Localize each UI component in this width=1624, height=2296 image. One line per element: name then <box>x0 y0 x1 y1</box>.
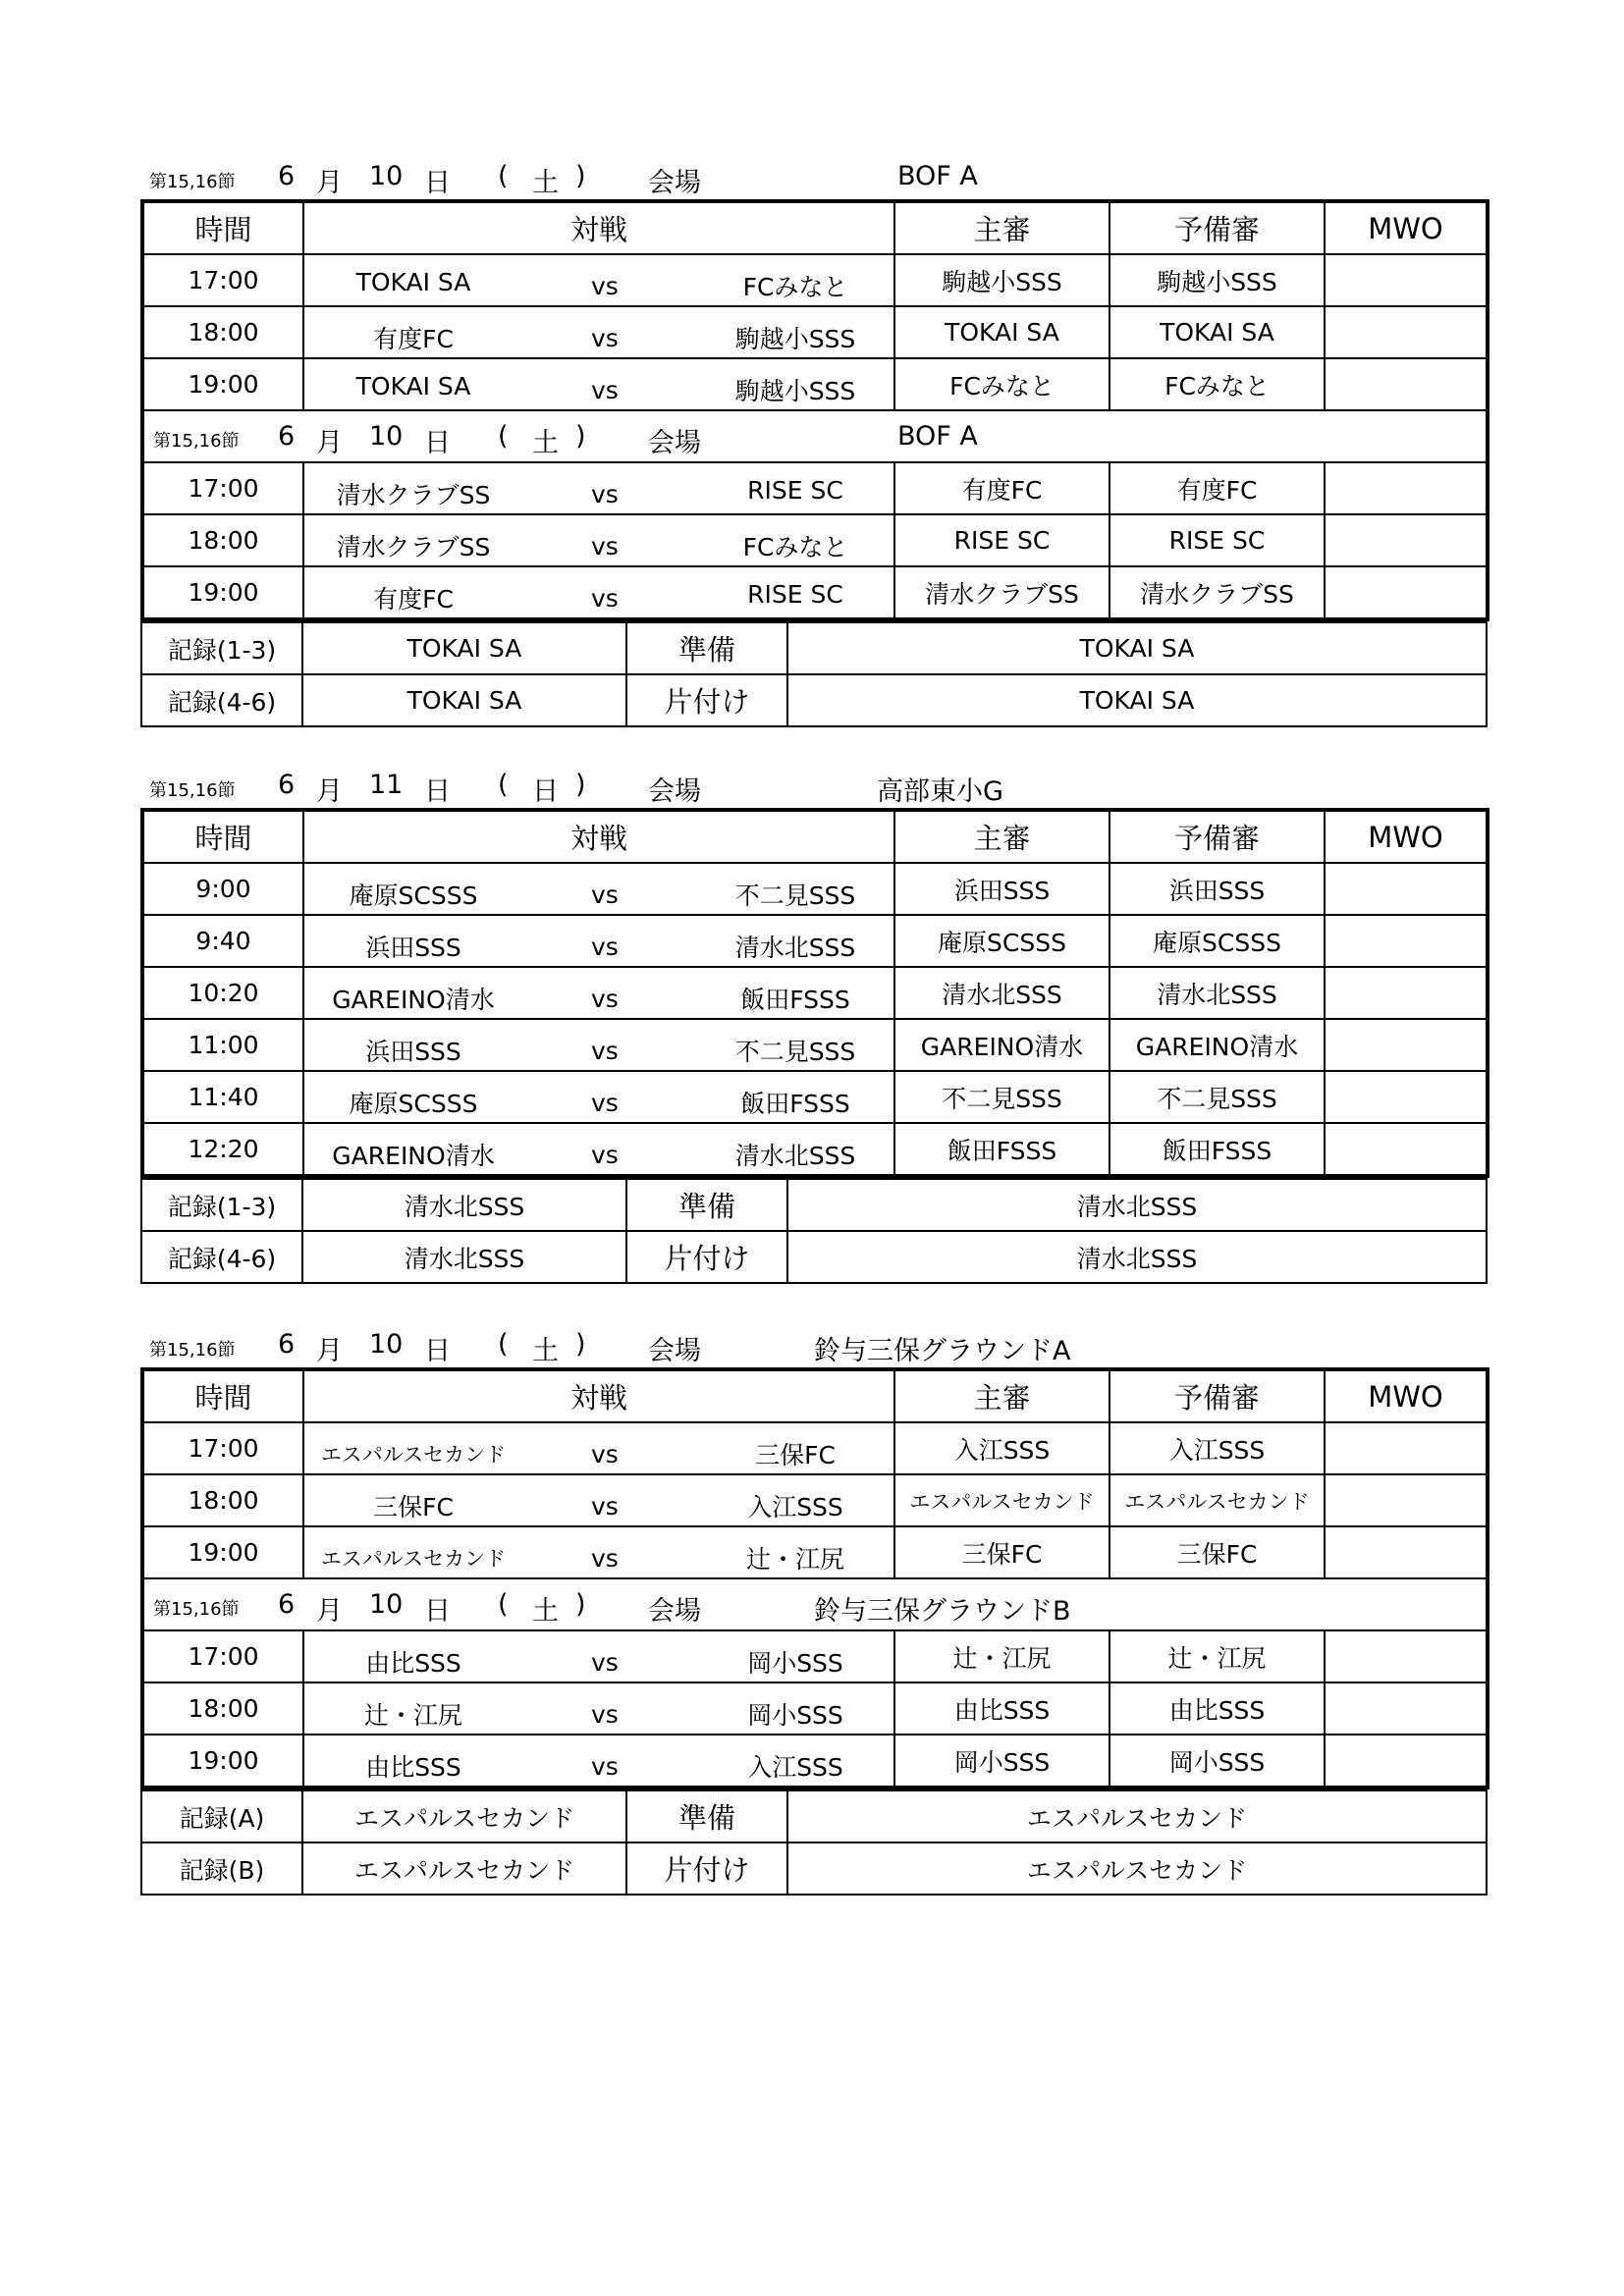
header-day: 10 <box>369 421 404 452</box>
mwo-cell <box>1325 1630 1488 1682</box>
day-word: 日 <box>424 1596 451 1627</box>
table-row <box>142 358 1488 410</box>
home-team: 清水クラブSS <box>336 481 491 509</box>
schedule-block-suzuyo <box>140 1325 1486 1896</box>
vs-label: vs <box>591 1544 619 1573</box>
record-row <box>141 1231 1487 1283</box>
reserve-cell: 入江SSS <box>1110 1422 1325 1474</box>
col-match: 対戦 <box>303 810 894 863</box>
day-word: 日 <box>424 168 451 198</box>
header-day: 10 <box>369 1329 404 1360</box>
table-row <box>142 1474 1488 1526</box>
table-row <box>142 1735 1488 1788</box>
match-time: 18:00 <box>142 306 303 358</box>
match-time: 19:00 <box>142 1526 303 1578</box>
sub-header-row <box>142 1578 1488 1630</box>
home-team: 清水クラブSS <box>336 533 491 561</box>
mwo-cell <box>1325 1682 1488 1735</box>
match-time: 19:00 <box>142 1735 303 1788</box>
reserve-cell: 飯田FSSS <box>1110 1123 1325 1176</box>
vs-label: vs <box>591 376 619 404</box>
sub-header-cell <box>142 410 1488 462</box>
table-row <box>142 967 1488 1019</box>
home-team: 辻・江尻 <box>363 1701 462 1730</box>
paren-open: ( <box>498 1589 509 1620</box>
home-team: 三保FC <box>373 1493 454 1522</box>
paren-close: ) <box>575 1329 586 1360</box>
home-team: TOKAI SA <box>355 268 471 296</box>
paren-open: ( <box>498 770 509 800</box>
record-table <box>140 1789 1488 1896</box>
col-time: 時間 <box>142 810 303 863</box>
reserve-cell: TOKAI SA <box>1110 306 1325 358</box>
col-mwo: MWO <box>1325 201 1488 254</box>
reserve-cell: エスパルスセカンド <box>1110 1474 1325 1526</box>
home-team: 浜田SSS <box>365 1038 461 1066</box>
match-cell <box>303 1422 894 1474</box>
header-month: 6 <box>278 421 296 452</box>
referee-cell: 由比SSS <box>894 1682 1110 1735</box>
vs-label: vs <box>591 881 619 909</box>
match-time: 9:40 <box>142 915 303 967</box>
prep-team: エスパルスセカンド <box>787 1790 1487 1842</box>
record-label: 記録(B) <box>141 1842 302 1895</box>
cleanup-label: 片付け <box>626 674 787 726</box>
referee-cell: 飯田FSSS <box>894 1123 1110 1176</box>
record-team: エスパルスセカンド <box>302 1790 626 1842</box>
col-time: 時間 <box>142 201 303 254</box>
reserve-cell: RISE SC <box>1110 514 1325 566</box>
mwo-cell <box>1325 514 1488 566</box>
vs-label: vs <box>591 324 619 352</box>
home-team: GAREINO清水 <box>332 986 495 1014</box>
col-time: 時間 <box>142 1369 303 1422</box>
section-label: 第15,16節 <box>149 780 236 801</box>
paren-close: ) <box>575 421 586 452</box>
header-weekday: 土 <box>532 428 559 458</box>
match-table <box>140 808 1489 1178</box>
col-mwo: MWO <box>1325 810 1488 863</box>
mwo-cell <box>1325 1422 1488 1474</box>
record-table <box>140 621 1488 727</box>
mwo-cell <box>1325 967 1488 1019</box>
sub-header-cell <box>142 1578 1488 1630</box>
section-label: 第15,16節 <box>153 1599 240 1620</box>
block-header <box>140 766 1486 808</box>
record-label: 記録(4-6) <box>141 1231 302 1283</box>
header-venue: 鈴与三保グラウンドB <box>814 1596 1071 1627</box>
referee-cell: 入江SSS <box>894 1422 1110 1474</box>
mwo-cell <box>1325 358 1488 410</box>
reserve-cell: 清水北SSS <box>1110 967 1325 1019</box>
table-row <box>142 462 1488 514</box>
cleanup-team: TOKAI SA <box>787 674 1487 726</box>
home-team: 由比SSS <box>365 1753 461 1782</box>
header-month: 6 <box>278 1589 296 1620</box>
referee-cell: FCみなと <box>894 358 1110 410</box>
match-time: 10:20 <box>142 967 303 1019</box>
header-day: 10 <box>369 1589 404 1620</box>
table-row <box>142 1422 1488 1474</box>
schedule-block-takabe <box>140 766 1486 1284</box>
col-reserve: 予備審 <box>1110 201 1325 254</box>
referee-cell: エスパルスセカンド <box>894 1474 1110 1526</box>
referee-cell: GAREINO清水 <box>894 1019 1110 1071</box>
match-cell <box>303 967 894 1019</box>
match-table <box>140 199 1489 621</box>
match-time: 18:00 <box>142 1474 303 1526</box>
mwo-cell <box>1325 1526 1488 1578</box>
month-word: 月 <box>316 428 343 458</box>
home-team: 庵原SCSSS <box>349 881 478 910</box>
column-header-row <box>142 1369 1488 1422</box>
home-team: GAREINO清水 <box>332 1142 495 1170</box>
vs-label: vs <box>591 1141 619 1169</box>
prep-label: 準備 <box>626 1179 787 1231</box>
away-team: 三保FC <box>755 1441 836 1469</box>
vs-label: vs <box>591 933 619 961</box>
sub-header-row <box>142 410 1488 462</box>
mwo-cell <box>1325 1474 1488 1526</box>
match-time: 17:00 <box>142 1422 303 1474</box>
away-team: 飯田FSSS <box>740 986 850 1014</box>
home-team: エスパルスセカンド <box>320 1547 507 1571</box>
away-team: RISE SC <box>747 580 843 609</box>
away-team: FCみなと <box>742 533 848 561</box>
away-team: 駒越小SSS <box>734 377 856 405</box>
record-team: TOKAI SA <box>302 674 626 726</box>
match-cell <box>303 462 894 514</box>
away-team: 清水北SSS <box>734 934 856 962</box>
match-time: 12:20 <box>142 1123 303 1176</box>
prep-team: 清水北SSS <box>787 1179 1487 1231</box>
referee-cell: 清水クラブSS <box>894 566 1110 619</box>
away-team: 飯田FSSS <box>740 1090 850 1118</box>
cleanup-label: 片付け <box>626 1231 787 1283</box>
reserve-cell: 由比SSS <box>1110 1682 1325 1735</box>
col-referee: 主審 <box>894 1369 1110 1422</box>
table-row <box>142 1630 1488 1682</box>
match-cell <box>303 1735 894 1788</box>
referee-cell: RISE SC <box>894 514 1110 566</box>
match-time: 17:00 <box>142 254 303 306</box>
vs-label: vs <box>591 1440 619 1468</box>
away-team: 不二見SSS <box>734 1038 856 1066</box>
home-team: 有度FC <box>373 585 454 614</box>
record-row <box>141 622 1487 674</box>
mwo-cell <box>1325 1019 1488 1071</box>
day-word: 日 <box>424 1336 451 1366</box>
record-team: 清水北SSS <box>302 1179 626 1231</box>
away-team: FCみなと <box>742 273 848 301</box>
mwo-cell <box>1325 306 1488 358</box>
col-match: 対戦 <box>303 1369 894 1422</box>
record-table <box>140 1178 1488 1284</box>
table-row <box>142 1019 1488 1071</box>
reserve-cell: 駒越小SSS <box>1110 254 1325 306</box>
home-team: 庵原SCSSS <box>349 1090 478 1118</box>
mwo-cell <box>1325 462 1488 514</box>
paren-close: ) <box>575 770 586 800</box>
away-team: 入江SSS <box>747 1493 843 1522</box>
col-referee: 主審 <box>894 201 1110 254</box>
home-team: 由比SSS <box>365 1649 461 1678</box>
table-row <box>142 254 1488 306</box>
header-month: 6 <box>278 1329 296 1360</box>
match-cell <box>303 863 894 915</box>
table-row <box>142 514 1488 566</box>
mwo-cell <box>1325 254 1488 306</box>
record-team: エスパルスセカンド <box>302 1842 626 1895</box>
away-team: 入江SSS <box>747 1753 843 1782</box>
match-cell <box>303 358 894 410</box>
away-team: 駒越小SSS <box>734 325 856 353</box>
vs-label: vs <box>591 1089 619 1117</box>
vs-label: vs <box>591 1700 619 1729</box>
col-referee: 主審 <box>894 810 1110 863</box>
record-team: TOKAI SA <box>302 622 626 674</box>
reserve-cell: 浜田SSS <box>1110 863 1325 915</box>
match-time: 17:00 <box>142 462 303 514</box>
vs-label: vs <box>591 1752 619 1781</box>
prep-team: TOKAI SA <box>787 622 1487 674</box>
month-word: 月 <box>316 1596 343 1627</box>
referee-cell: 辻・江尻 <box>894 1630 1110 1682</box>
header-month: 6 <box>278 161 296 191</box>
record-label: 記録(4-6) <box>141 674 302 726</box>
paren-close: ) <box>575 1589 586 1620</box>
mwo-cell <box>1325 1735 1488 1788</box>
paren-open: ( <box>498 1329 509 1360</box>
mwo-cell <box>1325 1123 1488 1176</box>
venue-word: 会場 <box>648 776 701 807</box>
match-time: 11:40 <box>142 1071 303 1123</box>
table-row <box>142 306 1488 358</box>
reserve-cell: 岡小SSS <box>1110 1735 1325 1788</box>
match-time: 19:00 <box>142 358 303 410</box>
table-row <box>142 566 1488 619</box>
paren-close: ) <box>575 161 586 191</box>
record-row <box>141 1179 1487 1231</box>
header-venue: 高部東小G <box>877 776 1003 807</box>
day-word: 日 <box>424 428 451 458</box>
record-label: 記録(1-3) <box>141 1179 302 1231</box>
vs-label: vs <box>591 272 619 300</box>
table-row <box>142 863 1488 915</box>
venue-word: 会場 <box>648 168 701 198</box>
referee-cell: 不二見SSS <box>894 1071 1110 1123</box>
match-cell <box>303 1123 894 1176</box>
vs-label: vs <box>591 584 619 613</box>
header-venue: BOF A <box>897 161 978 191</box>
table-row <box>142 1123 1488 1176</box>
cleanup-label: 片付け <box>626 1842 787 1895</box>
match-cell <box>303 514 894 566</box>
reserve-cell: 庵原SCSSS <box>1110 915 1325 967</box>
paren-open: ( <box>498 161 509 191</box>
match-cell <box>303 306 894 358</box>
referee-cell: 有度FC <box>894 462 1110 514</box>
col-reserve: 予備審 <box>1110 810 1325 863</box>
header-day: 10 <box>369 161 404 191</box>
referee-cell: 三保FC <box>894 1526 1110 1578</box>
block-header <box>140 1325 1486 1367</box>
reserve-cell: 不二見SSS <box>1110 1071 1325 1123</box>
match-cell <box>303 566 894 619</box>
record-label: 記録(A) <box>141 1790 302 1842</box>
record-row <box>141 1790 1487 1842</box>
record-team: 清水北SSS <box>302 1231 626 1283</box>
match-cell <box>303 254 894 306</box>
referee-cell: 清水北SSS <box>894 967 1110 1019</box>
schedule-block-bof <box>140 157 1486 727</box>
match-time: 18:00 <box>142 1682 303 1735</box>
section-label: 第15,16節 <box>149 1340 236 1361</box>
vs-label: vs <box>591 1037 619 1065</box>
away-team: 岡小SSS <box>747 1649 843 1678</box>
month-word: 月 <box>316 168 343 198</box>
venue-word: 会場 <box>648 1596 701 1627</box>
month-word: 月 <box>316 1336 343 1366</box>
reserve-cell: 清水クラブSS <box>1110 566 1325 619</box>
reserve-cell: 辻・江尻 <box>1110 1630 1325 1682</box>
record-row <box>141 1842 1487 1895</box>
vs-label: vs <box>591 480 619 508</box>
header-weekday: 日 <box>532 776 559 807</box>
away-team: 岡小SSS <box>747 1701 843 1730</box>
match-time: 19:00 <box>142 566 303 619</box>
header-weekday: 土 <box>532 1336 559 1366</box>
match-cell <box>303 1019 894 1071</box>
paren-open: ( <box>498 421 509 452</box>
day-word: 日 <box>424 776 451 807</box>
match-time: 18:00 <box>142 514 303 566</box>
home-team: 有度FC <box>373 325 454 353</box>
away-team: 辻・江尻 <box>745 1545 844 1574</box>
match-cell <box>303 1071 894 1123</box>
cleanup-team: 清水北SSS <box>787 1231 1487 1283</box>
header-day: 11 <box>369 770 404 800</box>
vs-label: vs <box>591 532 619 561</box>
table-row <box>142 1071 1488 1123</box>
match-time: 9:00 <box>142 863 303 915</box>
table-row <box>142 1526 1488 1578</box>
mwo-cell <box>1325 566 1488 619</box>
home-team: エスパルスセカンド <box>320 1443 507 1467</box>
venue-word: 会場 <box>648 428 701 458</box>
header-venue: 鈴与三保グラウンドA <box>814 1336 1071 1366</box>
reserve-cell: FCみなと <box>1110 358 1325 410</box>
header-month: 6 <box>278 770 296 800</box>
header-weekday: 土 <box>532 168 559 198</box>
record-label: 記録(1-3) <box>141 622 302 674</box>
match-cell <box>303 915 894 967</box>
reserve-cell: GAREINO清水 <box>1110 1019 1325 1071</box>
col-match: 対戦 <box>303 201 894 254</box>
record-row <box>141 674 1487 726</box>
col-reserve: 予備審 <box>1110 1369 1325 1422</box>
vs-label: vs <box>591 1492 619 1521</box>
table-row <box>142 1682 1488 1735</box>
mwo-cell <box>1325 915 1488 967</box>
column-header-row <box>142 810 1488 863</box>
table-row <box>142 915 1488 967</box>
away-team: RISE SC <box>747 476 843 505</box>
month-word: 月 <box>316 776 343 807</box>
away-team: 不二見SSS <box>734 881 856 910</box>
column-header-row <box>142 201 1488 254</box>
reserve-cell: 三保FC <box>1110 1526 1325 1578</box>
mwo-cell <box>1325 863 1488 915</box>
block-header <box>140 157 1486 199</box>
referee-cell: 岡小SSS <box>894 1735 1110 1788</box>
home-team: TOKAI SA <box>355 372 471 400</box>
referee-cell: 浜田SSS <box>894 863 1110 915</box>
section-label: 第15,16節 <box>153 431 240 452</box>
venue-word: 会場 <box>648 1336 701 1366</box>
referee-cell: 駒越小SSS <box>894 254 1110 306</box>
home-team: 浜田SSS <box>365 934 461 962</box>
vs-label: vs <box>591 1648 619 1677</box>
reserve-cell: 有度FC <box>1110 462 1325 514</box>
header-venue: BOF A <box>897 421 978 452</box>
cleanup-team: エスパルスセカンド <box>787 1842 1487 1895</box>
col-mwo: MWO <box>1325 1369 1488 1422</box>
match-time: 17:00 <box>142 1630 303 1682</box>
match-cell <box>303 1682 894 1735</box>
vs-label: vs <box>591 985 619 1013</box>
referee-cell: 庵原SCSSS <box>894 915 1110 967</box>
section-label: 第15,16節 <box>149 172 236 192</box>
match-cell <box>303 1526 894 1578</box>
match-cell <box>303 1474 894 1526</box>
referee-cell: TOKAI SA <box>894 306 1110 358</box>
prep-label: 準備 <box>626 622 787 674</box>
mwo-cell <box>1325 1071 1488 1123</box>
prep-label: 準備 <box>626 1790 787 1842</box>
match-time: 11:00 <box>142 1019 303 1071</box>
header-weekday: 土 <box>532 1596 559 1627</box>
away-team: 清水北SSS <box>734 1142 856 1170</box>
match-cell <box>303 1630 894 1682</box>
match-table <box>140 1367 1489 1789</box>
